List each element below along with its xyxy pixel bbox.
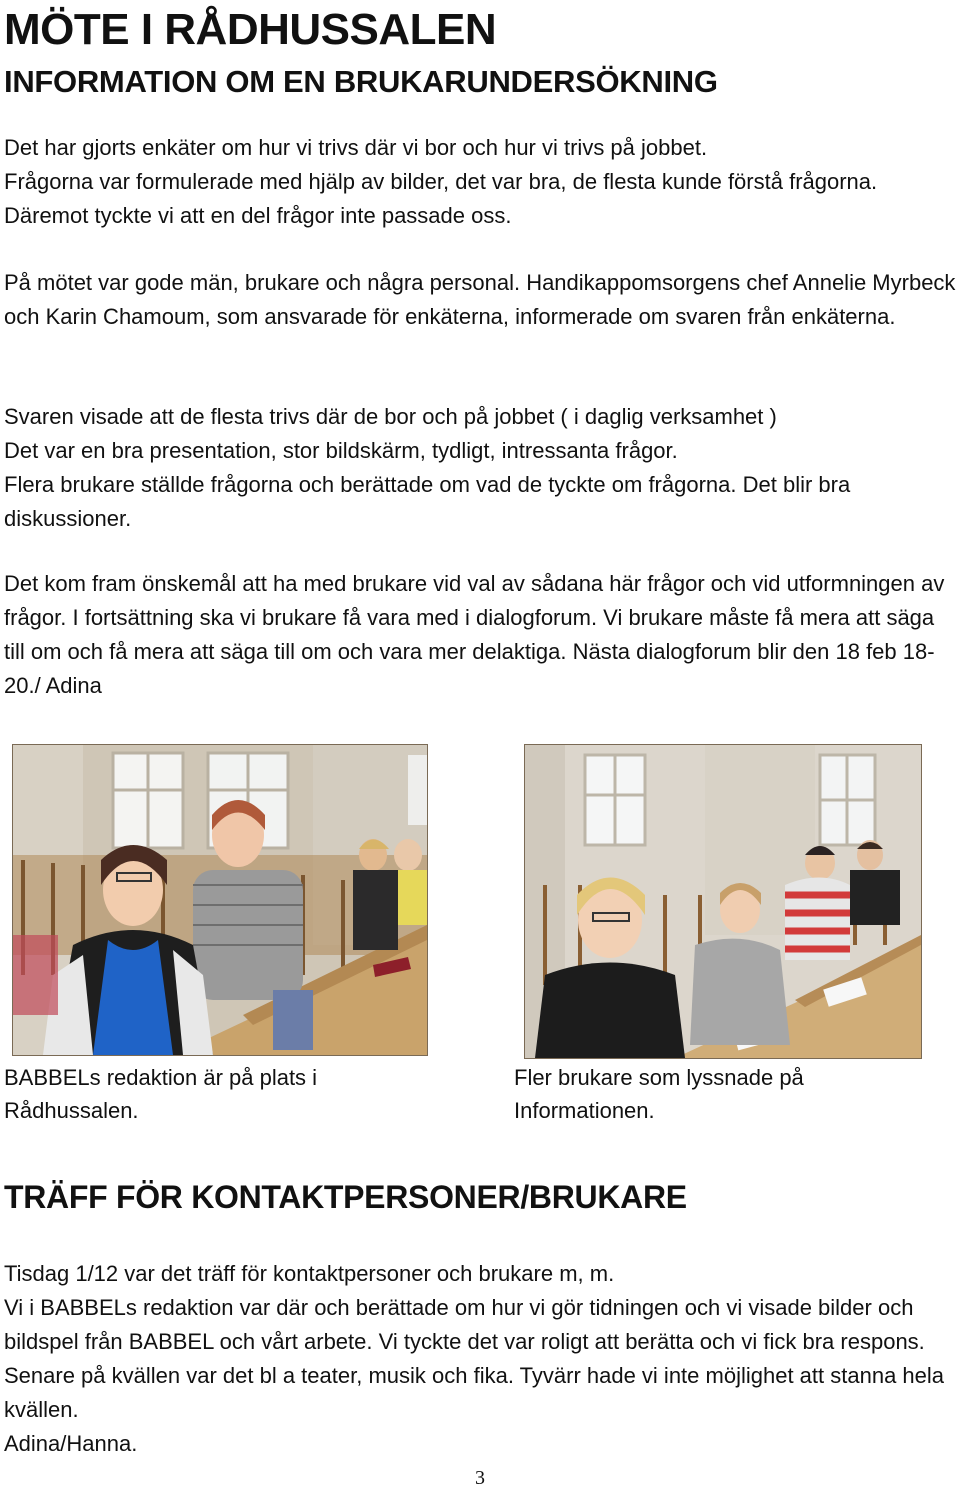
page-number: 3 (475, 1467, 485, 1489)
photo-more-attendees (524, 744, 922, 1059)
page-title: MÖTE I RÅDHUSSALEN (4, 5, 497, 54)
caption-line: Rådhussalen. (4, 1098, 139, 1123)
section-heading-contact-meeting: TRÄFF FÖR KONTAKTPERSONER/BRUKARE (4, 1179, 687, 1215)
paragraph-line: Tisdag 1/12 var det träff för kontaktpersoner och brukare m, m. (4, 1261, 615, 1286)
paragraph-wishes (4, 567, 956, 703)
photo-caption-right (514, 1061, 934, 1127)
paragraph-line: Adina/Hanna. (4, 1431, 138, 1456)
paragraph-line: Vi i BABBELs redaktion var där och berättade om hur vi gör tidningen och vi visade bilder och bildspel från BABBEL och vårt arbete. Vi tyckte det var roligt att berätta och vi fick bra respons. Senare på kvällen var det bl a teater, musik och fika. Tyvärr hade vi inte möjlighet att stanna hela kvällen. (4, 1295, 945, 1422)
caption-line: Fler brukare som lyssnade på (514, 1065, 804, 1090)
paragraph-line: Det var en bra presentation, stor bildskärm, tydligt, intressanta frågor. (4, 438, 678, 463)
photo-illustration (13, 745, 427, 1055)
photo-illustration (525, 745, 921, 1058)
photo-babbel-editorial (12, 744, 428, 1056)
paragraph-line: Det kom fram önskemål att ha med brukare vid val av sådana här frågor och vid utformningen av frågor. I fortsättning ska vi brukare få vara med i dialogforum. Vi brukare måste få mera att säga till om och få mera att säga till om och vara mer delaktiga. Nästa dialogforum blir den 18 feb 18-20./ Adina (4, 571, 945, 698)
page-subtitle: INFORMATION OM EN BRUKARUNDERSÖKNING (4, 64, 718, 99)
paragraph-contact-meeting (4, 1257, 956, 1461)
paragraph-meeting-attendees (4, 266, 956, 334)
paragraph-line: På mötet var gode män, brukare och några personal. Handikappomsorgens chef Annelie Myrbeck och Karin Chamoum, som ansvarade för enkäterna, informerade om svaren från enkäterna. (4, 270, 956, 329)
paragraph-results (4, 400, 956, 536)
paragraph-line: Svaren visade att de flesta trivs där de bor och på jobbet ( i daglig verksamhet ) (4, 404, 777, 429)
photo-caption-left (4, 1061, 424, 1127)
paragraph-line: Frågorna var formulerade med hjälp av bilder, det var bra, de flesta kunde förstå frågorna. Däremot tyckte vi att en del frågor inte passade oss. (4, 169, 878, 228)
paragraph-line: Flera brukare ställde frågorna och berättade om vad de tyckte om frågorna. Det blir bra diskussioner. (4, 472, 851, 531)
paragraph-survey-intro (4, 131, 956, 233)
caption-line: Informationen. (514, 1098, 655, 1123)
paragraph-line: Det har gjorts enkäter om hur vi trivs där vi bor och hur vi trivs på jobbet. (4, 135, 708, 160)
caption-line: BABBELs redaktion är på plats i (4, 1065, 318, 1090)
